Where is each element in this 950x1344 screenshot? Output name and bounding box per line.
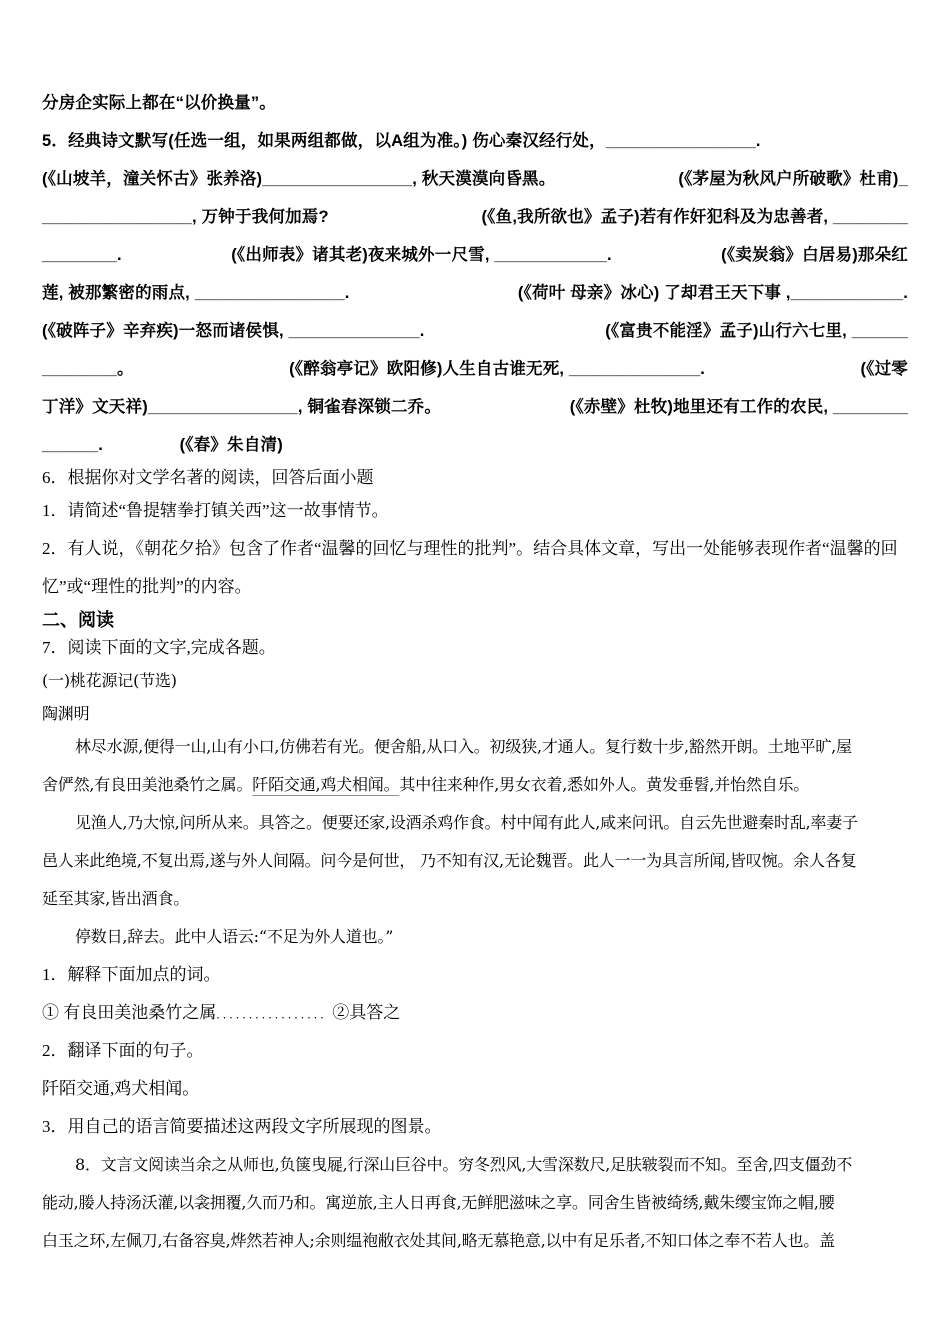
- text-segment: 1．解释下面加点的词。: [42, 965, 221, 984]
- text-segment: 分房企实际上都在“以价换量”。: [42, 94, 276, 112]
- text-segment: 莲, 被那繁密的雨点, ________________.: [42, 284, 350, 302]
- text-segment: 邑人来此绝境,不复出焉,遂与外人间隔。问今是何世， 乃不知有汉,无论魏晋。此人一一为具言所闻,皆叹惋。余人各复: [42, 851, 857, 870]
- text-segment: 3．用自己的语言简要描述这两段文字所展现的图景。: [42, 1117, 442, 1136]
- text-line: [42, 464, 908, 492]
- text-segment: 8．文言文阅读当余之从师也,负箧曳屣,行深山巨谷中。穷冬烈风,大雪深数尺,足肤皲裂而不知。至舍,四支僵劲不: [75, 1155, 853, 1174]
- text-segment: (《富贵不能淫》孟子)山行六七里, ______: [605, 322, 908, 340]
- text-segment: (《茅屋为秋风户所破歌》杜甫)_: [678, 170, 908, 188]
- text-line: [42, 122, 908, 160]
- text-segment: (《过零: [860, 360, 908, 378]
- text-line: [42, 606, 908, 634]
- text-line: [42, 956, 908, 994]
- text-segment: 忆”或“理性的批判”的内容。: [42, 577, 252, 596]
- text-line: [42, 1070, 908, 1108]
- text-segment: 舍俨然,有良田美池桑竹之属。: [42, 775, 253, 794]
- text-segment: (《出师表》诸其老)夜来城外一尺雪, ____________.: [231, 246, 612, 264]
- text-segment: ______. (《春》朱自清): [42, 436, 283, 454]
- text-line: [42, 388, 908, 426]
- text-segment: (《山坡羊，潼关怀古》张养洛)________________, 秋天漠漠向昏黑。: [42, 170, 556, 188]
- text-segment: 6．根据你对文学名著的阅读，回答后面小题: [42, 468, 374, 487]
- text-line: [42, 1032, 908, 1070]
- text-line: [42, 728, 908, 766]
- text-segment: 延至其家,皆出酒食。: [42, 889, 190, 908]
- text-line: [42, 766, 908, 804]
- text-segment: 2．有人说，《朝花夕拾》包含了作者“温馨的回忆与理性的批判”。结合具体文章，写出一处能够表现作者“温馨的回: [42, 539, 898, 558]
- text-segment: 能动,媵人持汤沃灌,以衾拥覆,久而乃和。寓逆旅,主人日再食,无鲜肥滋味之享。同舍生皆被绮绣,戴朱缨宝饰之帽,腰: [42, 1193, 835, 1212]
- text-segment: 2．翻译下面的句子。: [42, 1041, 204, 1060]
- text-line: [42, 842, 908, 880]
- text-line: [42, 236, 908, 274]
- text-line: [42, 918, 908, 956]
- text-segment: 丁洋》文天祥)________________, 铜雀春深锁二乔。: [42, 398, 442, 416]
- text-line: [42, 994, 908, 1032]
- text-line: [42, 1146, 908, 1184]
- text-segment: 见渔人,乃大惊,问所从来。具答之。便要还家,设酒杀鸡作食。村中闻有此人,咸来问讯。自云先世避秦时乱,率妻子: [75, 813, 858, 832]
- text-segment: ________。: [42, 360, 134, 378]
- text-segment: 5．经典诗文默写(任选一组，如果两组都做，以A组为准。) 伤心秦汉经行处，________________.: [42, 132, 761, 150]
- text-line: [42, 312, 908, 350]
- text-segment: (《荷叶 母亲》冰心) 了却君王天下事 ,____________.: [517, 284, 908, 302]
- text-line: [42, 662, 908, 700]
- text-segment: (《鱼,我所欲也》孟子)若有作奸犯科及为忠善者, ________: [481, 208, 908, 226]
- text-line: [42, 634, 908, 662]
- text-line: [42, 1108, 908, 1146]
- text-segment: 白玉之环,左佩刀,右备容臭,烨然若神人;余则缊袍敝衣处其间,略无慕艳意,以中有足乐者,不知口体之奉不若人也。盖: [42, 1231, 835, 1250]
- text-segment: (《卖炭翁》白居易)那朵红: [721, 246, 908, 264]
- emphasis-dots: ．．．．．．．．．．．．．．．．．: [216, 1009, 333, 1021]
- text-line: [42, 84, 908, 122]
- text-line: [42, 700, 908, 728]
- text-line: [42, 568, 908, 606]
- text-line: [42, 274, 908, 312]
- text-segment: 1．请简述“鲁提辖拳打镇关西”这一故事情节。: [42, 501, 389, 520]
- text-segment: (《醉翁亭记》欧阳修)人生自古谁无死, ______________.: [289, 360, 706, 378]
- text-line: [42, 530, 908, 568]
- text-segment: ________________, 万钟于我何加焉?: [42, 208, 329, 226]
- text-line: [42, 492, 908, 530]
- text-segment: 林尽水源,便得一山,山有小口,仿佛若有光。便舍船,从口入。初级狭,才通人。复行数十步,豁然开朗。土地平旷,屋: [75, 737, 852, 756]
- text-line: [42, 1222, 908, 1260]
- text-segment: (一)桃花源记(节选): [42, 671, 177, 690]
- text-segment: 阡陌交通,鸡犬相闻。: [42, 1079, 200, 1098]
- text-segment: 其中往来种作,男女衣着,悉如外人。黄发垂髫,并怡然自乐。: [399, 775, 810, 794]
- text-segment: ________.: [42, 246, 122, 264]
- text-segment: 陶渊明: [42, 704, 90, 723]
- text-segment: ① 有良田美池桑竹之属: [42, 1003, 217, 1022]
- text-line: [42, 1184, 908, 1222]
- text-segment: (《赤壁》杜牧)地里还有工作的农民, ________: [569, 398, 908, 416]
- text-line: [42, 426, 908, 464]
- text-segment: 停数日,辞去。此中人语云:“不足为外人道也。”: [75, 927, 394, 946]
- text-segment: 二、阅读: [42, 610, 114, 630]
- text-segment: 7．阅读下面的文字,完成各题。: [42, 638, 276, 657]
- text-line: [42, 804, 908, 842]
- text-segment: (《破阵子》辛弃疾)一怒而诸侯惧, ______________.: [42, 322, 425, 340]
- text-line: [42, 198, 908, 236]
- text-line: [42, 160, 908, 198]
- text-line: [42, 350, 908, 388]
- underlined-text: 阡陌交通,鸡犬相闻。: [252, 775, 400, 794]
- text-segment: ②具答之: [332, 1003, 401, 1022]
- text-line: [42, 880, 908, 918]
